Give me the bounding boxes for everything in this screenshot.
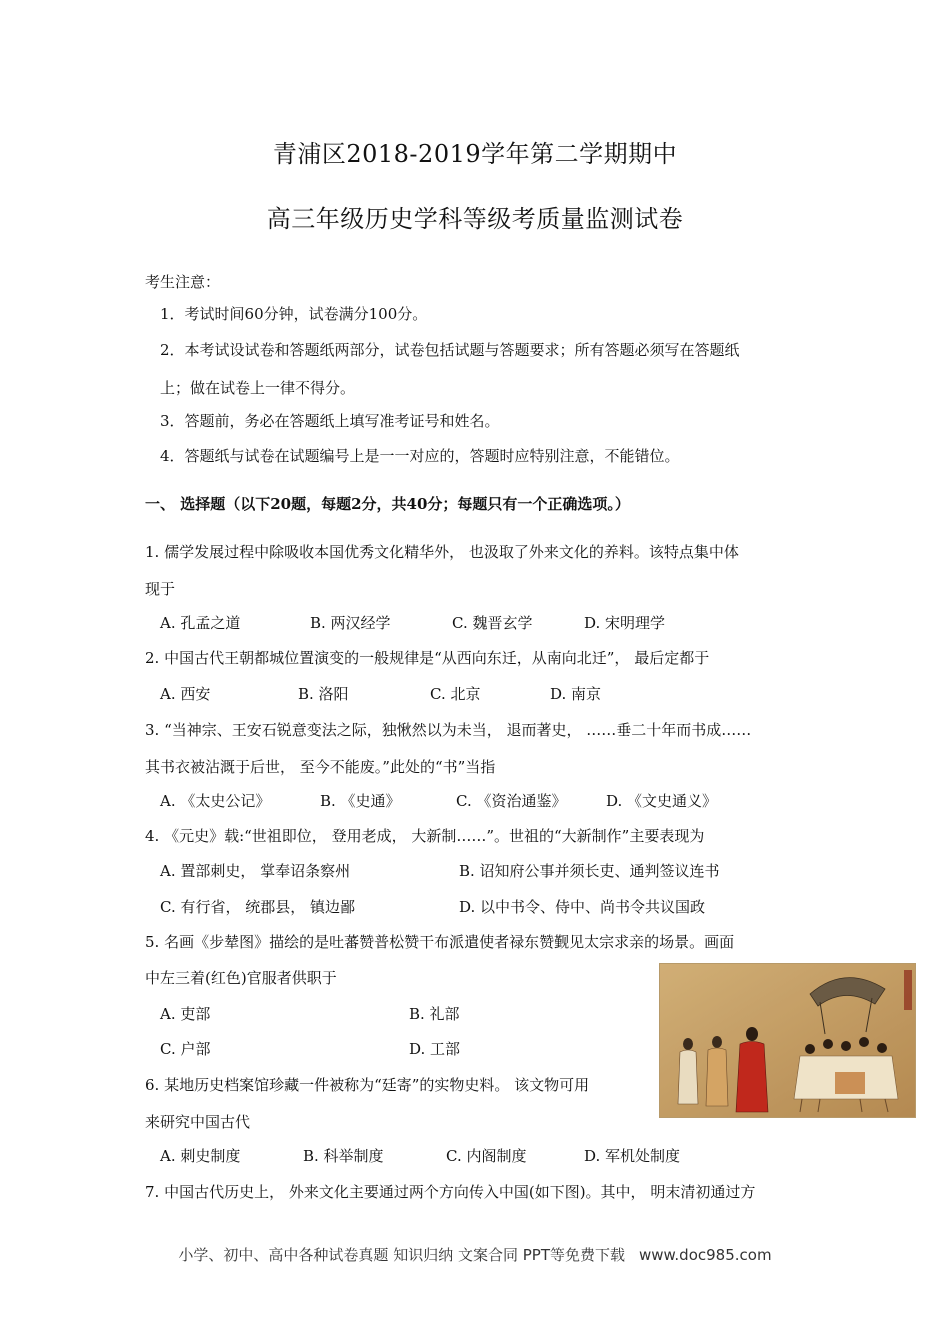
painting-image [659,963,916,1118]
q2-option-b: B. 洛阳 [298,685,349,703]
q1-option-d: D. 宋明理学 [584,614,666,632]
notice-heading: 考生注意： [145,273,221,291]
q3-option-b: B. 《史通》 [320,792,401,810]
exam-title-line2: 高三年级历史学科等级考质量监测试卷 [266,205,684,233]
q3-option-d: D. 《文史通义》 [606,792,718,810]
q4-option-b: B. 诏知府公事并须长吏、通判签议连书 [459,862,720,880]
footer [0,1244,950,1265]
q5-option-d: D. 工部 [409,1040,461,1058]
q1-option-c: C. 魏晋玄学 [452,614,533,632]
q1-option-b: B. 两汉经学 [310,614,391,632]
q5-stem-cont: 中左三着(红色)官服者供职于 [145,969,337,987]
exam-title-line1: 青浦区2018-2019学年第二学期期中 [272,140,678,168]
notice-item-2: 2．本考试设试卷和答题纸两部分，试卷包括试题与答题要求；所有答题必须写在答题纸 [160,341,740,359]
footer-site-link[interactable]: www.doc985.com [638,1246,772,1264]
notice-item-2-cont: 上；做在试卷上一律不得分。 [160,379,356,397]
q3-option-a: A. 《太史公记》 [160,792,271,810]
q3-stem: 3. “当神宗、王安石锐意变法之际，独愀然以为未当， 退而著史， ……垂二十年而书成…… [145,721,752,739]
q5-option-c: C. 户部 [160,1040,211,1058]
q4-stem: 4. 《元史》载:“世祖即位， 登用老成， 大新制……”。世祖的“大新制作”主要表现为 [145,827,705,845]
q3-option-c: C. 《资治通鉴》 [456,792,567,810]
q6-option-a: A. 刺史制度 [160,1147,241,1165]
q6-option-d: D. 军机处制度 [584,1147,681,1165]
q2-option-d: D. 南京 [550,685,602,703]
q6-stem: 6. 某地历史档案馆珍藏一件被称为“廷寄”的实物史料。 该文物可用 [145,1076,590,1094]
seal-mark [904,970,912,1010]
q2-option-c: C. 北京 [430,685,481,703]
q3-stem-cont: 其书衣被沾溉于后世， 至今不能废。”此处的“书”当指 [145,758,496,776]
painting-figures [660,964,915,1117]
q6-option-c: C. 内阁制度 [446,1147,527,1165]
footer-text: 小学、初中、高中各种试卷真题 知识归纳 文案合同 PPT等免费下载 [178,1246,625,1264]
q1-stem: 1. 儒学发展过程中除吸收本国优秀文化精华外， 也汲取了外来文化的养料。该特点集中体 [145,543,739,561]
notice-item-3: 3．答题前，务必在答题纸上填写准考证号和姓名。 [160,412,500,430]
q4-option-a: A. 置部刺史， 掌奉诏条察州 [160,862,351,880]
q2-option-a: A. 西安 [160,685,211,703]
q1-option-a: A. 孔孟之道 [160,614,241,632]
notice-item-1: 1．考试时间60分钟，试卷满分100分。 [160,305,428,323]
section1-heading: 一、 选择题（以下20题，每题2分，共40分；每题只有一个正确选项。） [145,495,630,513]
q2-stem: 2. 中国古代王朝都城位置演变的一般规律是“从西向东迁，从南向北迁”， 最后定都于 [145,649,710,667]
q5-option-a: A. 吏部 [160,1005,211,1023]
q7-stem: 7. 中国古代历史上， 外来文化主要通过两个方向传入中国(如下图)。其中， 明末清初通过方 [145,1183,756,1201]
q4-option-c: C. 有行省， 统郡县， 镇边鄙 [160,898,356,916]
q6-stem-cont: 来研究中国古代 [145,1113,251,1131]
notice-item-4: 4．答题纸与试卷在试题编号上是一一对应的，答题时应特别注意，不能错位。 [160,447,680,465]
q4-option-d: D. 以中书令、侍中、尚书令共议国政 [459,898,706,916]
q5-option-b: B. 礼部 [409,1005,460,1023]
q5-stem: 5. 名画《步辇图》描绘的是吐蕃赞普松赞干布派遣使者禄东赞觐见太宗求亲的场景。画面 [145,933,735,951]
q1-stem-cont: 现于 [145,580,176,598]
q6-option-b: B. 科举制度 [303,1147,384,1165]
